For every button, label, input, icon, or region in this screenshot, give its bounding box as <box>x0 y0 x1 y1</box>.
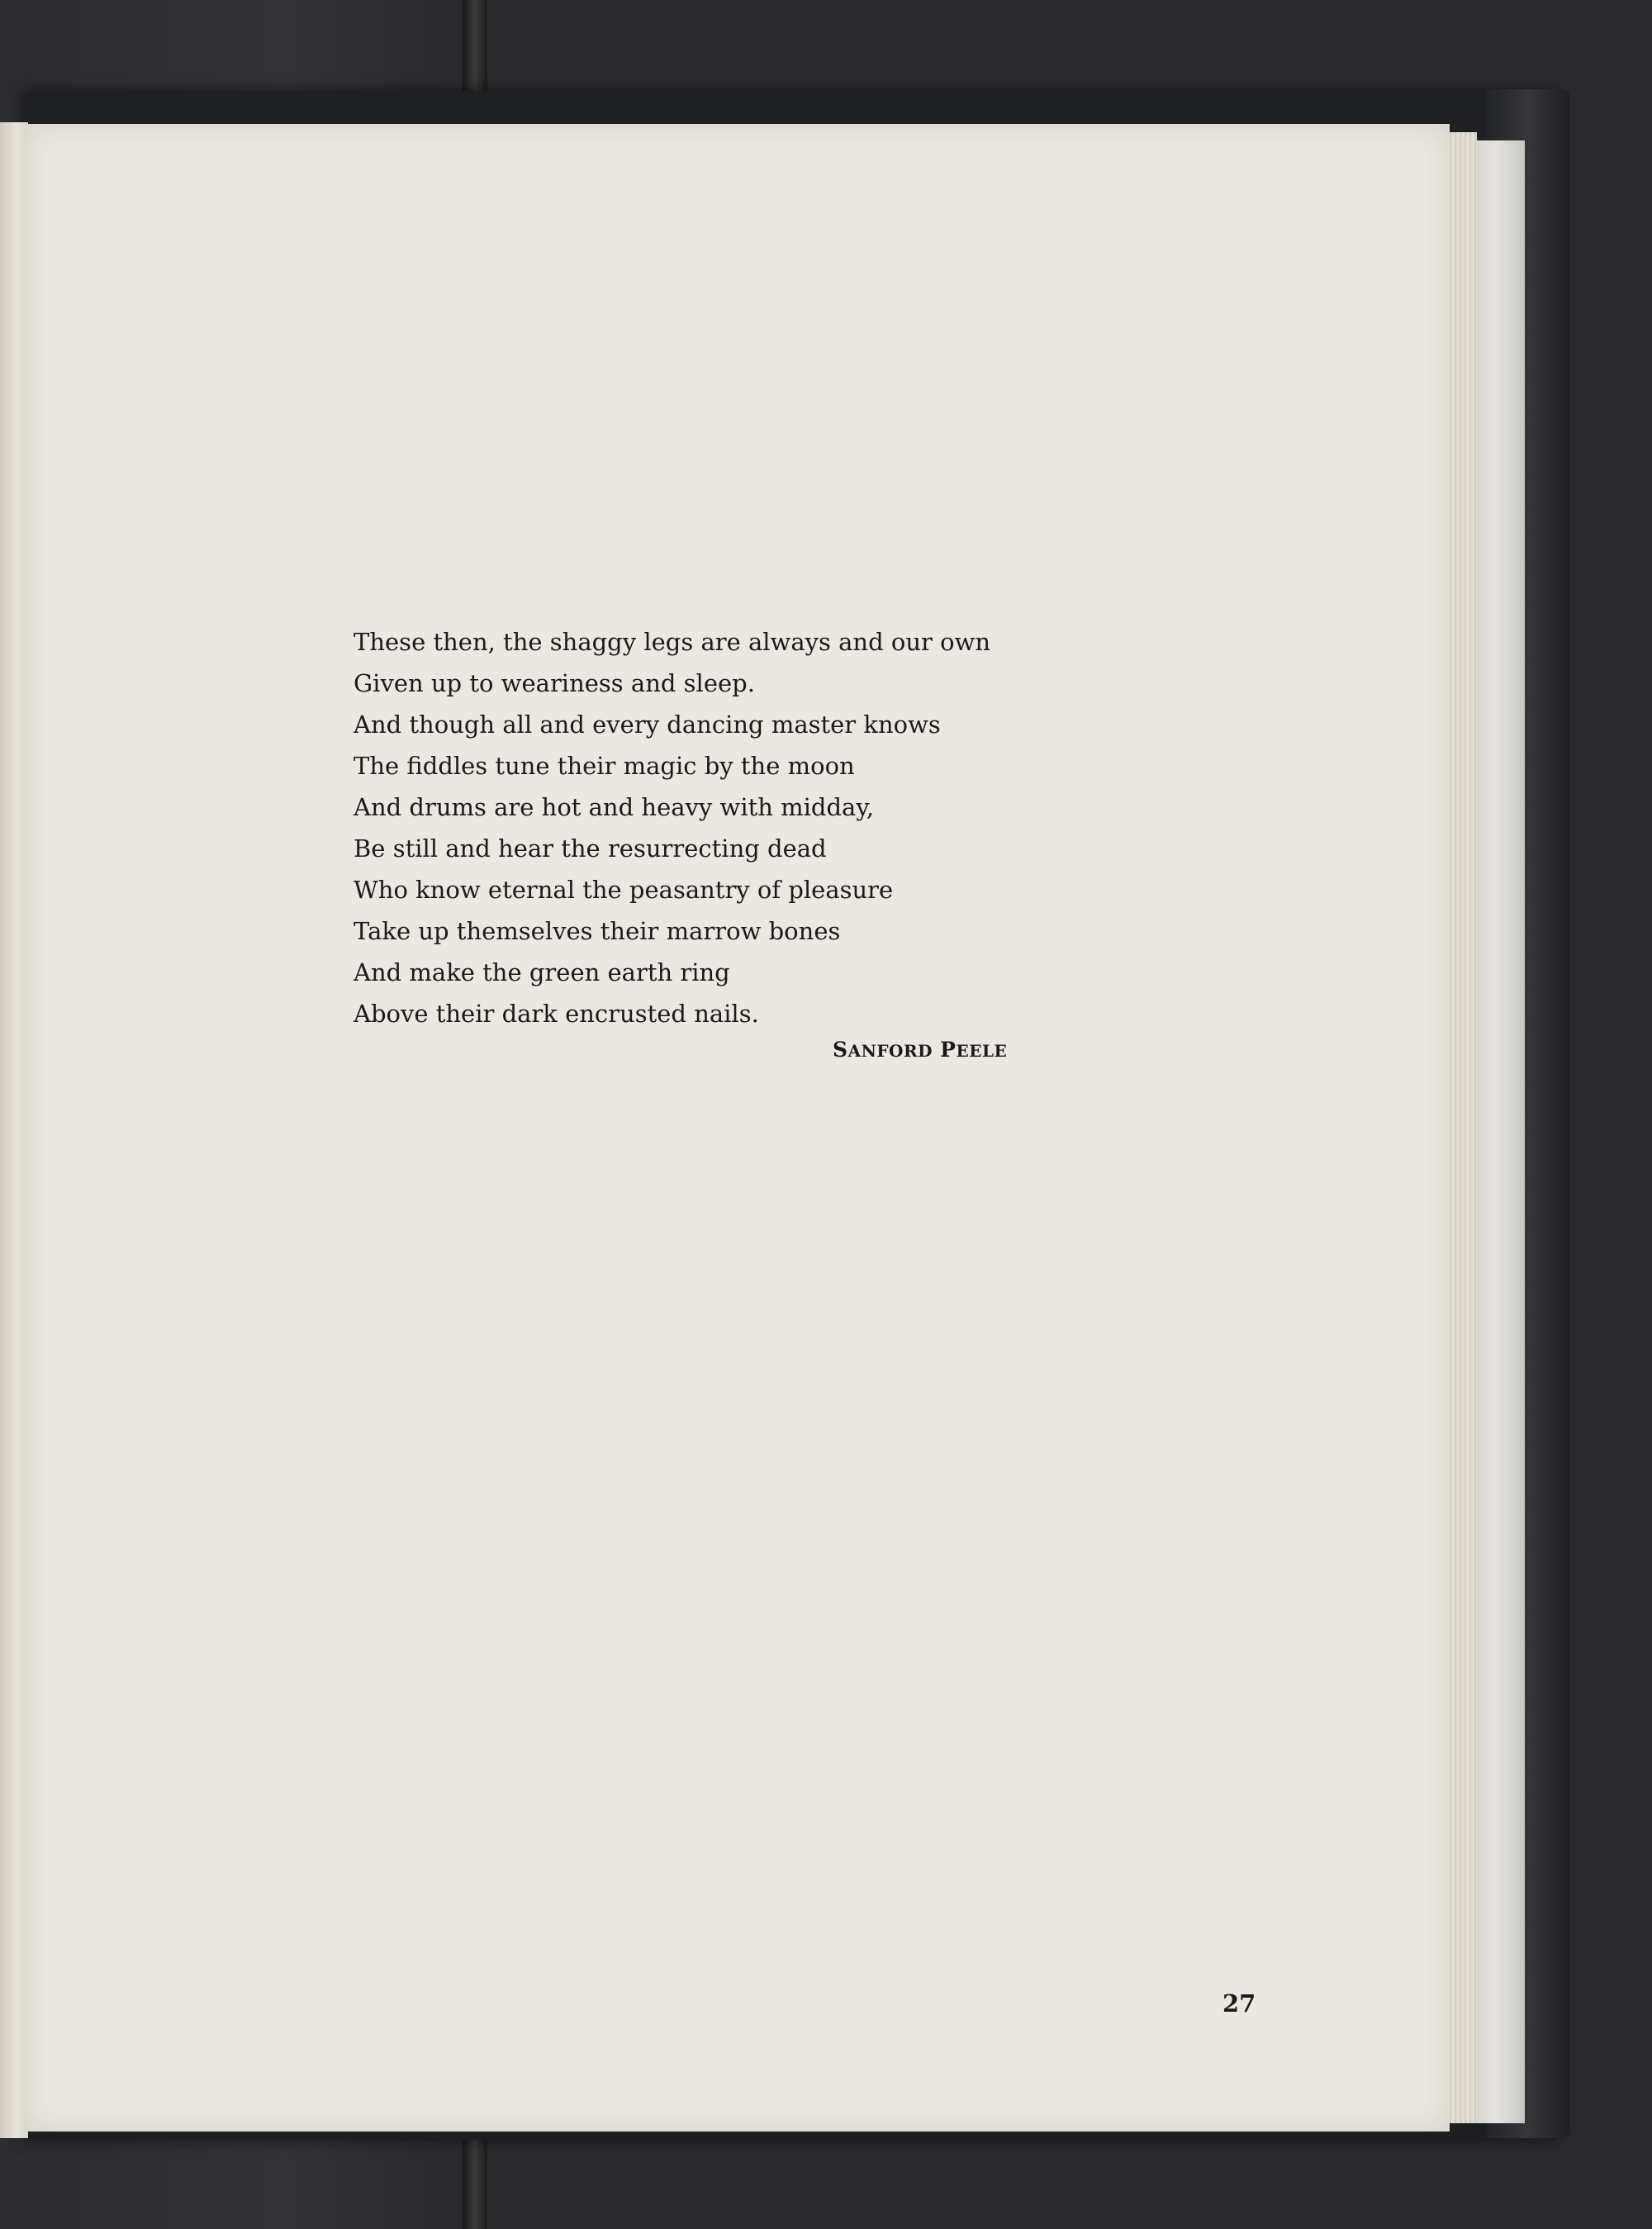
poem-line: Take up themselves their marrow bones <box>354 917 841 945</box>
author-first-rest: ANFORD <box>847 1041 933 1061</box>
left-page-edge <box>0 122 28 2138</box>
page-stack-shadow <box>1475 140 1525 2123</box>
poem-line: And make the green earth ring <box>354 958 730 986</box>
author-last-rest: EELE <box>956 1041 1008 1061</box>
poem-line: Above their dark encrusted nails. <box>354 1000 759 1028</box>
poem-line: Given up to weariness and sleep. <box>354 669 755 697</box>
book-page <box>25 124 1450 2132</box>
author-last-initial: P <box>940 1038 957 1062</box>
poem-line: The fiddles tune their magic by the moon <box>354 752 855 780</box>
author-signature <box>833 1038 1007 1062</box>
poem-line: And though all and every dancing master knows <box>354 711 941 739</box>
poem-line: Be still and hear the resurrecting dead <box>354 834 827 863</box>
poem-line: These then, the shaggy legs are always and our own <box>354 628 991 656</box>
poem <box>354 621 1097 1034</box>
poem-line: Who know eternal the peasantry of pleasure <box>354 876 894 904</box>
page-stack-edges <box>1447 132 1477 2123</box>
author-first-initial: S <box>833 1038 848 1062</box>
poem-line: And drums are hot and heavy with midday, <box>354 793 875 821</box>
page-number: 27 <box>1222 1989 1256 2018</box>
